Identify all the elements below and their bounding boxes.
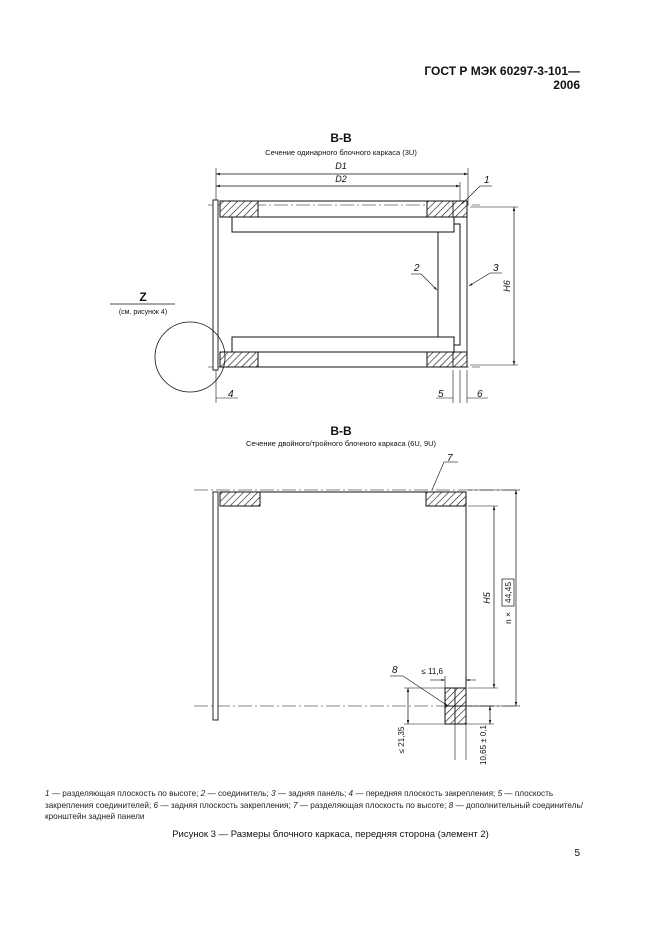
figure-title: Рисунок 3 — Размеры блочного каркаса, передняя сторона (элемент 2)	[172, 829, 489, 840]
legend-text-1: — разделяющая плоскость по высоте;	[49, 789, 201, 798]
legend-num-2: 2	[200, 789, 206, 798]
section-subtitle-1: Сечение одинарного блочного каркаса (3U)	[265, 148, 417, 157]
callout-6: 6	[477, 389, 483, 400]
dimension-n-box: 44,45	[503, 581, 513, 604]
dimension-h5: H5	[482, 592, 492, 604]
detail-z-label: Z	[139, 290, 147, 304]
legend-num-3: 3	[271, 789, 276, 798]
dimension-height: ≤ 21,35	[397, 726, 406, 754]
legend-text-2: — соединитель;	[205, 789, 272, 798]
callout-3: 3	[493, 263, 499, 274]
callout-8: 8	[392, 665, 398, 676]
legend-text-7: — разделяющая плоскость по высоте;	[297, 800, 449, 810]
dimension-n: n ×	[503, 611, 513, 625]
section-view-6u-9u	[194, 424, 520, 765]
legend-num-1: 1	[45, 789, 50, 798]
dimension-d1: D1	[335, 161, 347, 171]
legend-text-4: — передняя плоскость закрепления;	[353, 789, 498, 798]
document-code: ГОСТ Р МЭК 60297-3-101—2006	[424, 64, 580, 92]
legend-num-8: 8	[448, 800, 454, 810]
callout-4: 4	[228, 389, 234, 400]
section-view-3u	[110, 131, 518, 403]
legend-text-6: — задняя плоскость закрепления;	[158, 800, 293, 810]
legend-text-3: — задняя панель;	[275, 789, 349, 798]
callout-5: 5	[438, 389, 444, 400]
legend-num-7: 7	[292, 800, 298, 810]
legend-text-8: — дополнительный соединитель/кронштейн задней панели	[45, 800, 584, 821]
dimension-width: ≤ 11,6	[421, 667, 443, 676]
section-subtitle-2: Сечение двойного/тройного блочного каркаса (6U, 9U)	[245, 439, 437, 448]
page-number: 5	[574, 848, 580, 859]
legend-num-6: 6	[153, 800, 159, 810]
dimension-d2: D2	[335, 174, 347, 184]
dimension-offset: 10,65 ± 0,1	[479, 725, 488, 765]
section-label-2: В-В	[330, 424, 352, 438]
legend-caption	[45, 788, 600, 823]
detail-z-reference: (см. рисунок 4)	[118, 309, 168, 316]
section-label-1: В-В	[330, 131, 352, 145]
callout-2: 2	[414, 263, 420, 274]
legend-num-5: 5	[497, 789, 503, 798]
dimension-h6: H6	[502, 280, 512, 292]
legend-text-5: — плоскость закрепления соединителей;	[45, 789, 554, 810]
callout-1: 1	[484, 175, 490, 186]
legend-num-4: 4	[348, 789, 354, 798]
callout-7: 7	[447, 453, 453, 464]
